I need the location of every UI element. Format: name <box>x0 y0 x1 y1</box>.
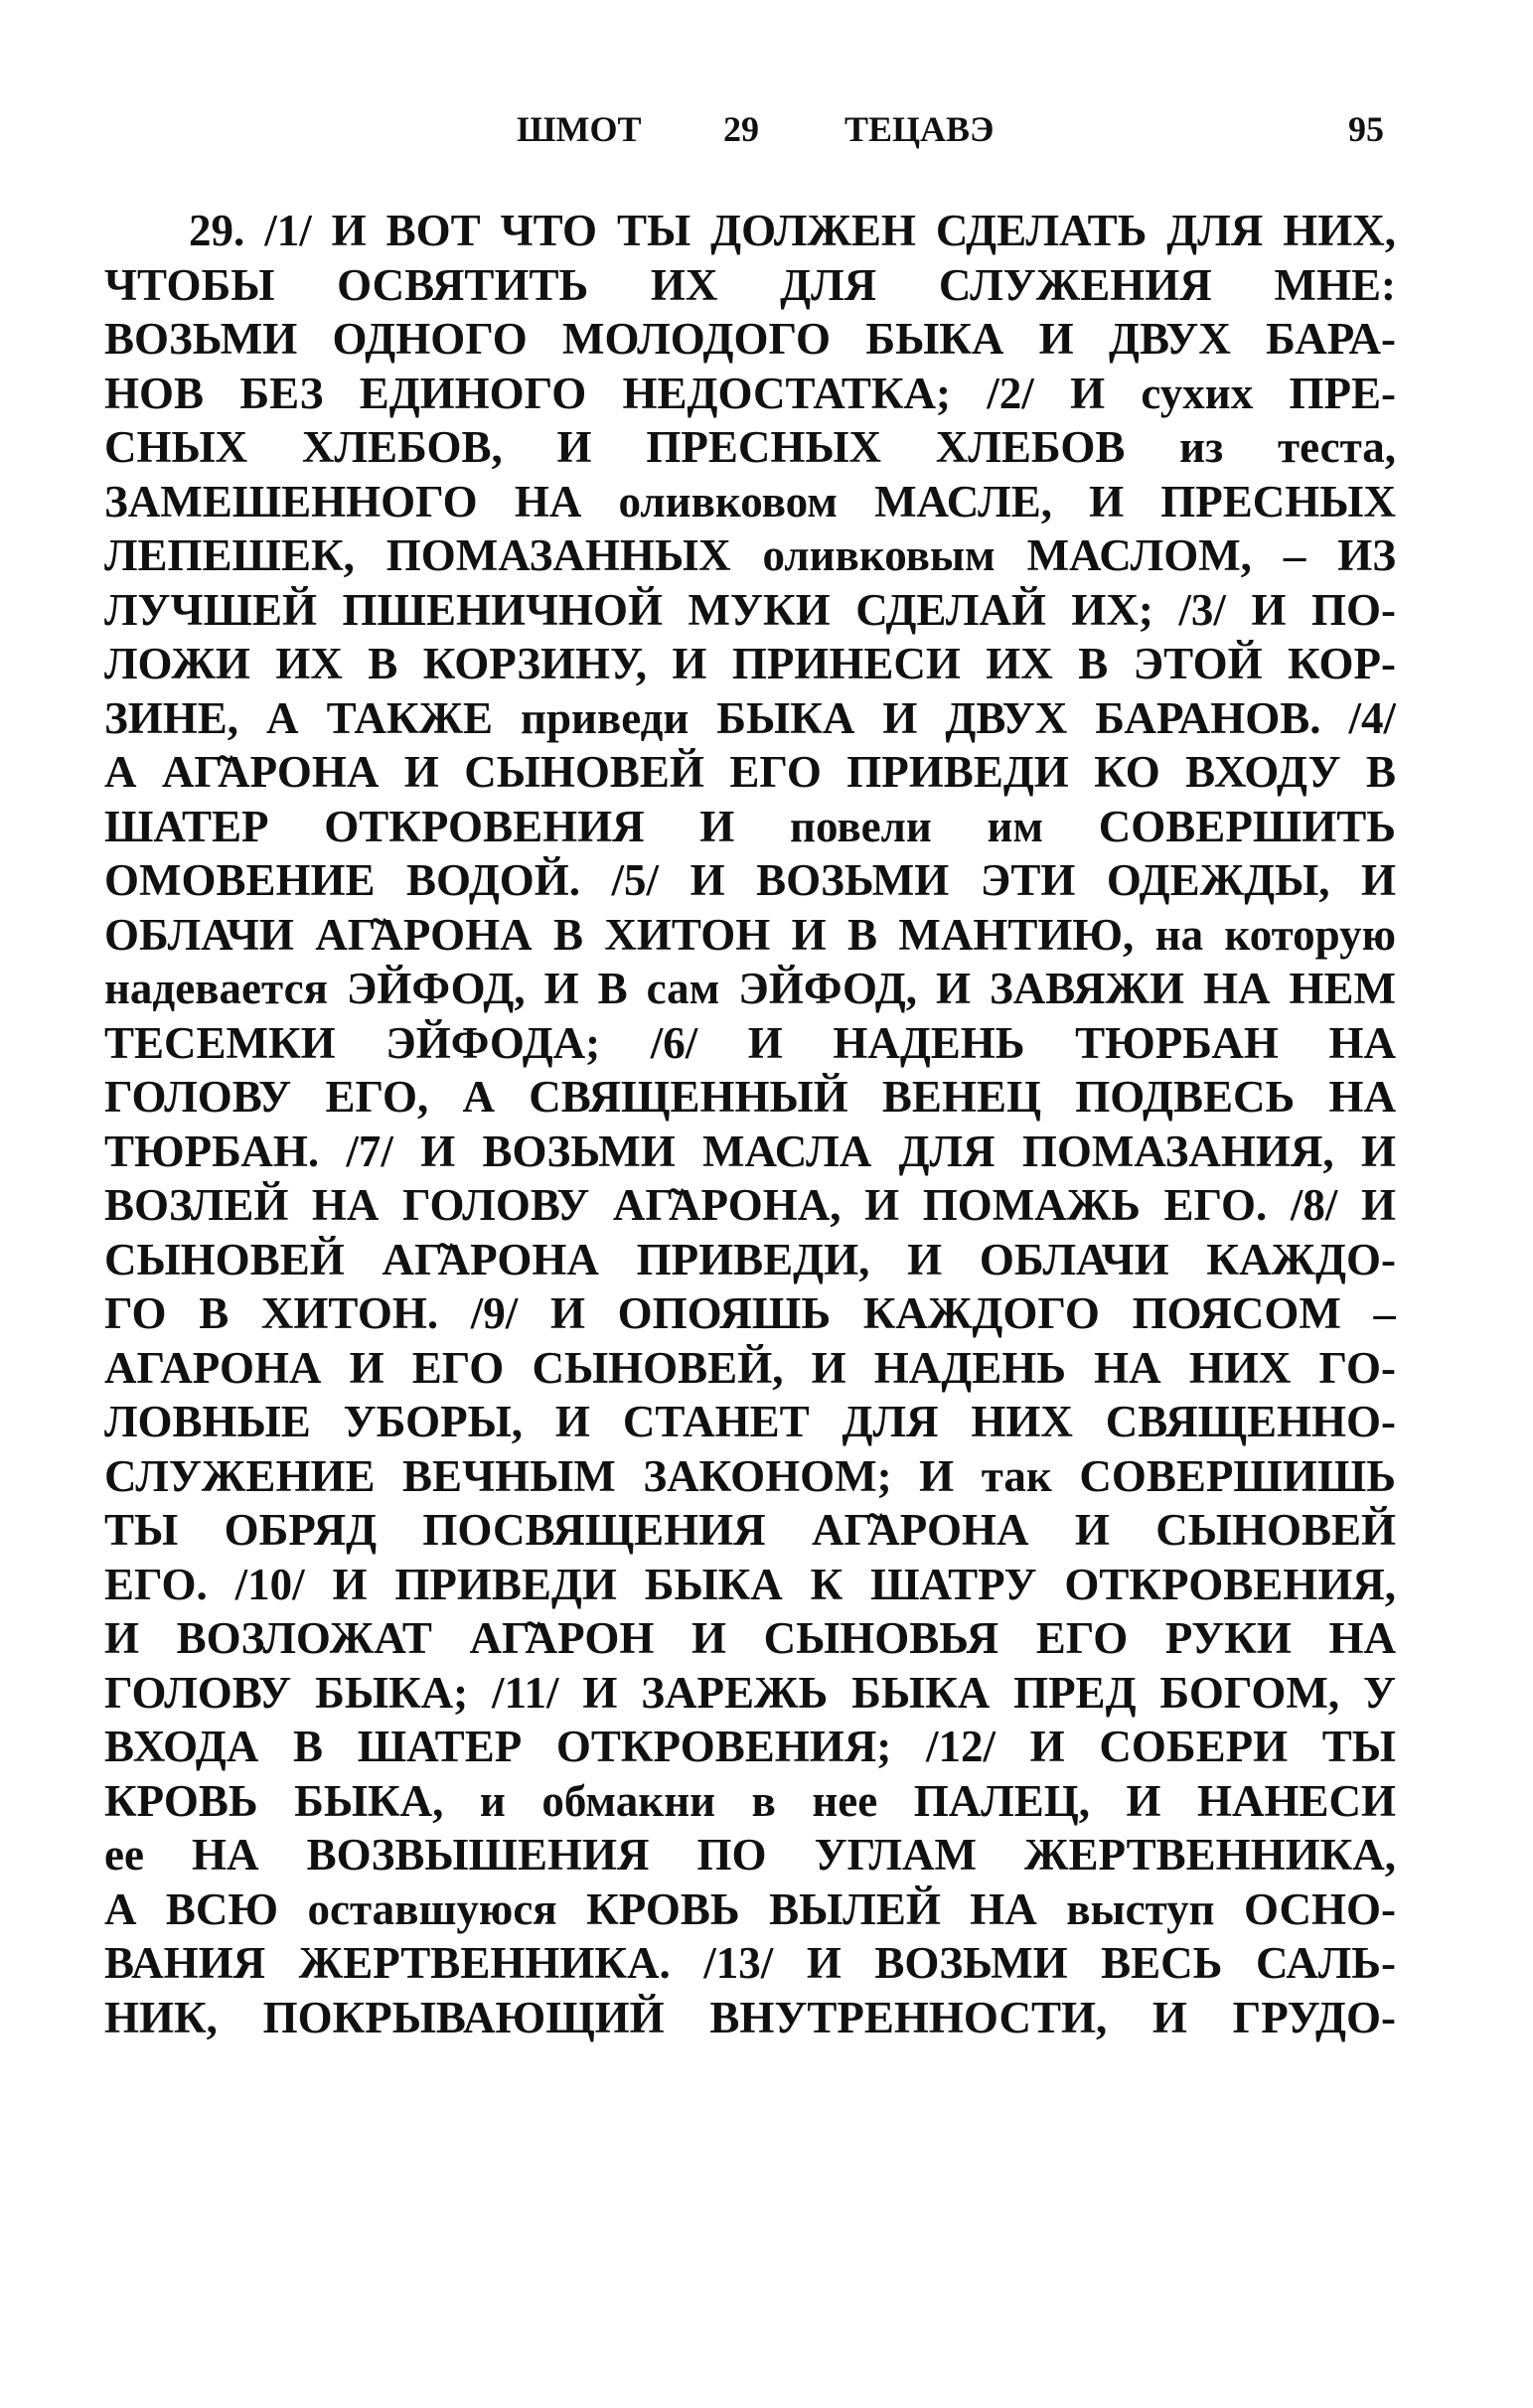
text-line: ЛОЖИ ИХ В КОРЗИНУ, И ПРИНЕСИ ИХ В ЭТОЙ КОР- <box>104 639 1396 688</box>
text-line: ЧТОБЫ ОСВЯТИТЬ ИХ ДЛЯ СЛУЖЕНИЯ МНЕ: <box>104 259 1396 310</box>
book-title: ШМОТ <box>517 109 642 149</box>
running-head <box>0 99 1533 159</box>
text-line: 29. /1/ И ВОТ ЧТО ТЫ ДОЛЖЕН СДЕЛАТЬ ДЛЯ НИХ, <box>189 206 1396 255</box>
text-line: А ВСЮ оставшуюся КРОВЬ ВЫЛЕЙ НА выступ ОСНО- <box>104 1883 1396 1934</box>
chapter-number: 29 <box>723 109 759 149</box>
text-line: надевается ЭЙФОД, И В сам ЭЙФОД, И ЗАВЯЖИ НА НЕМ <box>104 964 1396 1013</box>
text-line: ВОЗЬМИ ОДНОГО МОЛОДОГО БЫКА И ДВУХ БАРА- <box>104 314 1396 364</box>
text-line: АГАРОНА И ЕГО СЫНОВЕЙ, И НАДЕНЬ НА НИХ ГО- <box>104 1342 1396 1393</box>
text-line: КРОВЬ БЫКА, и обмакни в нее ПАЛЕЦ, И НАНЕСИ <box>104 1775 1396 1826</box>
text-line: ОМОВЕНИЕ ВОДОЙ. /5/ И ВОЗЬМИ ЭТИ ОДЕЖДЫ, И <box>104 855 1396 905</box>
body-text <box>104 204 1396 2044</box>
text-line: СНЫХ ХЛЕБОВ, И ПРЕСНЫХ ХЛЕБОВ из теста, <box>104 422 1396 472</box>
text-line: А АГ̃АРОНА И СЫНОВЕЙ ЕГО ПРИВЕДИ КО ВХОДУ В <box>104 747 1396 797</box>
portion-title: ТЕЦАВЭ <box>844 109 995 149</box>
text-line: НОВ БЕЗ ЕДИНОГО НЕДОСТАТКА; /2/ И сухих ПРЕ- <box>104 368 1396 418</box>
text-line: ЛОВНЫЕ УБОРЫ, И СТАНЕТ ДЛЯ НИХ СВЯЩЕННО- <box>104 1397 1396 1446</box>
page-number: 95 <box>1348 109 1384 149</box>
text-line: И ВОЗЛОЖАТ АГ̃АРОН И СЫНОВЬЯ ЕГО РУКИ НА <box>104 1613 1396 1663</box>
text-line: ЗИНЕ, А ТАКЖЕ приведи БЫКА И ДВУХ БАРАНОВ. /4/ <box>104 692 1396 743</box>
text-line: ЕГО. /10/ И ПРИВЕДИ БЫКА К ШАТРУ ОТКРОВЕНИЯ, <box>104 1559 1396 1609</box>
text-line: ВХОДА В ШАТЕР ОТКРОВЕНИЯ; /12/ И СОБЕРИ ТЫ <box>104 1722 1396 1771</box>
text-line: ГОЛОВУ ЕГО, А СВЯЩЕННЫЙ ВЕНЕЦ ПОДВЕСЬ НА <box>104 1072 1396 1122</box>
text-line: ВАНИЯ ЖЕРТВЕННИКА. /13/ И ВОЗЬМИ ВЕСЬ САЛЬ- <box>104 1938 1396 1988</box>
text-line: ГО В ХИТОН. /9/ И ОПОЯШЬ КАЖДОГО ПОЯСОМ – <box>104 1288 1396 1338</box>
text-line: ЛУЧШЕЙ ПШЕНИЧНОЙ МУКИ СДЕЛАЙ ИХ; /3/ И ПО- <box>104 584 1396 635</box>
text-line: ТЮРБАН. /7/ И ВОЗЬМИ МАСЛА ДЛЯ ПОМАЗАНИЯ, И <box>104 1126 1396 1176</box>
text-line: ее НА ВОЗВЫШЕНИЯ ПО УГЛАМ ЖЕРТВЕННИКА, <box>104 1830 1396 1880</box>
text-line: ЗАМЕШЕННОГО НА оливковом МАСЛЕ, И ПРЕСНЫХ <box>104 476 1396 527</box>
text-line: ЛЕПЕШЕК, ПОМАЗАННЫХ оливковым МАСЛОМ, – ИЗ <box>104 530 1396 580</box>
text-line: СЫНОВЕЙ АГ̃АРОНА ПРИВЕДИ, И ОБЛАЧИ КАЖДО- <box>104 1234 1396 1284</box>
text-line: СЛУЖЕНИЕ ВЕЧНЫМ ЗАКОНОМ; И так СОВЕРШИШЬ <box>104 1450 1396 1501</box>
text-line: ТЕСЕМКИ ЭЙФОДА; /6/ И НАДЕНЬ ТЮРБАН НА <box>104 1017 1396 1068</box>
text-line: НИК, ПОКРЫВАЮЩИЙ ВНУТРЕННОСТИ, И ГРУДО- <box>104 1992 1396 2042</box>
text-line: ТЫ ОБРЯД ПОСВЯЩЕНИЯ АГ̃АРОНА И СЫНОВЕЙ <box>104 1505 1396 1555</box>
text-line: ШАТЕР ОТКРОВЕНИЯ И повели им СОВЕРШИТЬ <box>104 801 1396 851</box>
text-line: ВОЗЛЕЙ НА ГОЛОВУ АГ̃АРОНА, И ПОМАЖЬ ЕГО. /8/ И <box>104 1180 1396 1230</box>
text-line: ОБЛАЧИ АГ̃АРОНА В ХИТОН И В МАНТИЮ, на которую <box>104 909 1396 960</box>
text-line: ГОЛОВУ БЫКА; /11/ И ЗАРЕЖЬ БЫКА ПРЕД БОГОМ, У <box>104 1667 1396 1718</box>
